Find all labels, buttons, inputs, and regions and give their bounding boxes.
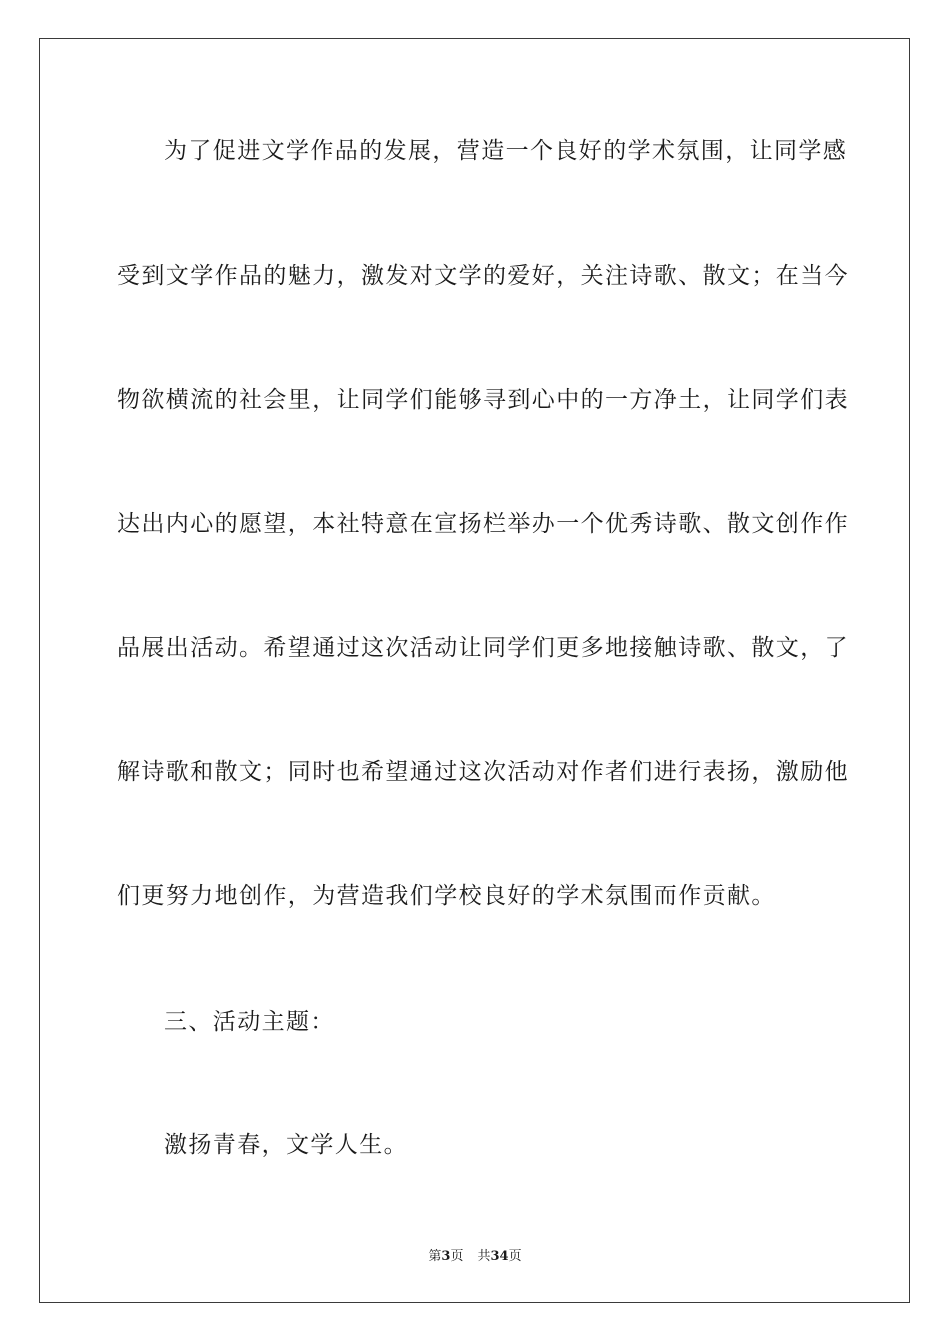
theme-text: 激扬青春，文学人生。 bbox=[164, 1132, 408, 1158]
total-suffix: 页 bbox=[508, 1249, 522, 1264]
paragraph-line-4: 达出内心的愿望，本社特意在宣扬栏举办一个优秀诗歌、散文创作作 bbox=[117, 511, 849, 537]
total-pages: 34 bbox=[490, 1249, 509, 1264]
paragraph-line-2: 受到文学作品的魅力，激发对文学的爱好，关注诗歌、散文；在当今 bbox=[117, 263, 849, 289]
page-number: 3 bbox=[441, 1249, 451, 1264]
page-footer bbox=[0, 1248, 950, 1266]
paragraph-line-7: 们更努力地创作，为营造我们学校良好的学术氛围而作贡献。 bbox=[117, 883, 776, 909]
section-heading: 三、活动主题： bbox=[164, 1009, 335, 1035]
total-prefix: 共 bbox=[477, 1249, 491, 1264]
page-prefix: 第 bbox=[428, 1249, 442, 1264]
paragraph-line-6: 解诗歌和散文；同时也希望通过这次活动对作者们进行表扬，激励他 bbox=[117, 759, 849, 785]
paragraph-line-1: 为了促进文学作品的发展，营造一个良好的学术氛围，让同学感 bbox=[164, 138, 848, 164]
paragraph-line-3: 物欲横流的社会里，让同学们能够寻到心中的一方净土，让同学们表 bbox=[117, 387, 849, 413]
page-suffix: 页 bbox=[450, 1249, 464, 1264]
paragraph-line-5: 品展出活动。希望通过这次活动让同学们更多地接触诗歌、散文，了 bbox=[117, 635, 849, 661]
page-frame bbox=[39, 38, 910, 1303]
